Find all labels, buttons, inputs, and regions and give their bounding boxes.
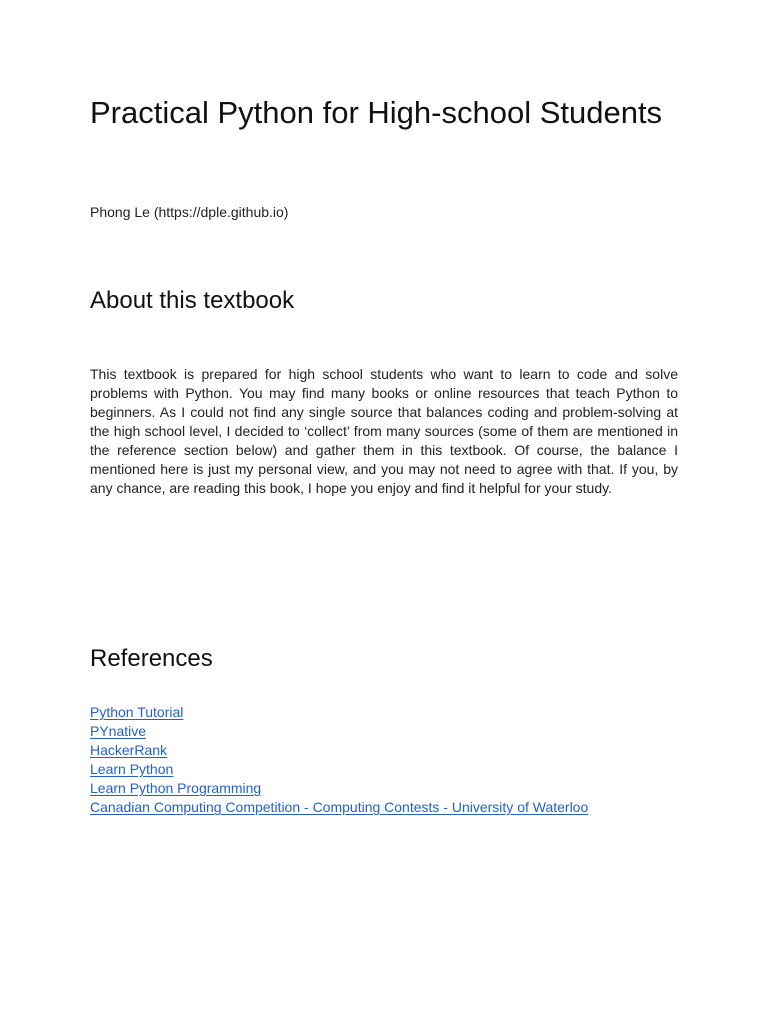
references-heading: References — [90, 645, 213, 672]
references-list — [90, 703, 588, 817]
list-item — [90, 798, 588, 817]
list-item — [90, 722, 588, 741]
about-heading: About this textbook — [90, 287, 295, 314]
reference-link-pynative[interactable]: PYnative — [90, 723, 147, 739]
reference-link-learn-python[interactable]: Learn Python — [90, 761, 174, 777]
about-paragraph: This textbook is prepared for high school students who want to learn to code and solve problems with Python. You may find many books or online resources that teach Python to beginners. As I could not find any single source that balances coding and problem-solving at the high school level, I decided to ‘collect’ from many sources (some of them are mentioned in the reference section below) and gather them in this textbook. Of course, the balance I mentioned here is just my personal view, and you may not need to agree with that. If you, by any chance, are reading this book, I hope you enjoy and find it helpful for your study. — [90, 366, 678, 496]
reference-link-learn-python-programming[interactable]: Learn Python Programming — [90, 780, 262, 796]
list-item — [90, 741, 588, 760]
author-line: Phong Le (https://dple.github.io) — [90, 204, 289, 220]
reference-link-hackerrank[interactable]: HackerRank — [90, 742, 168, 758]
list-item — [90, 760, 588, 779]
list-item — [90, 779, 588, 798]
document-title: Practical Python for High-school Students — [90, 95, 663, 130]
list-item — [90, 703, 588, 722]
reference-link-python-tutorial[interactable]: Python Tutorial — [90, 704, 184, 720]
reference-link-canadian-computing-competition[interactable]: Canadian Computing Competition - Computing Contests - University of Waterloo — [90, 799, 589, 815]
